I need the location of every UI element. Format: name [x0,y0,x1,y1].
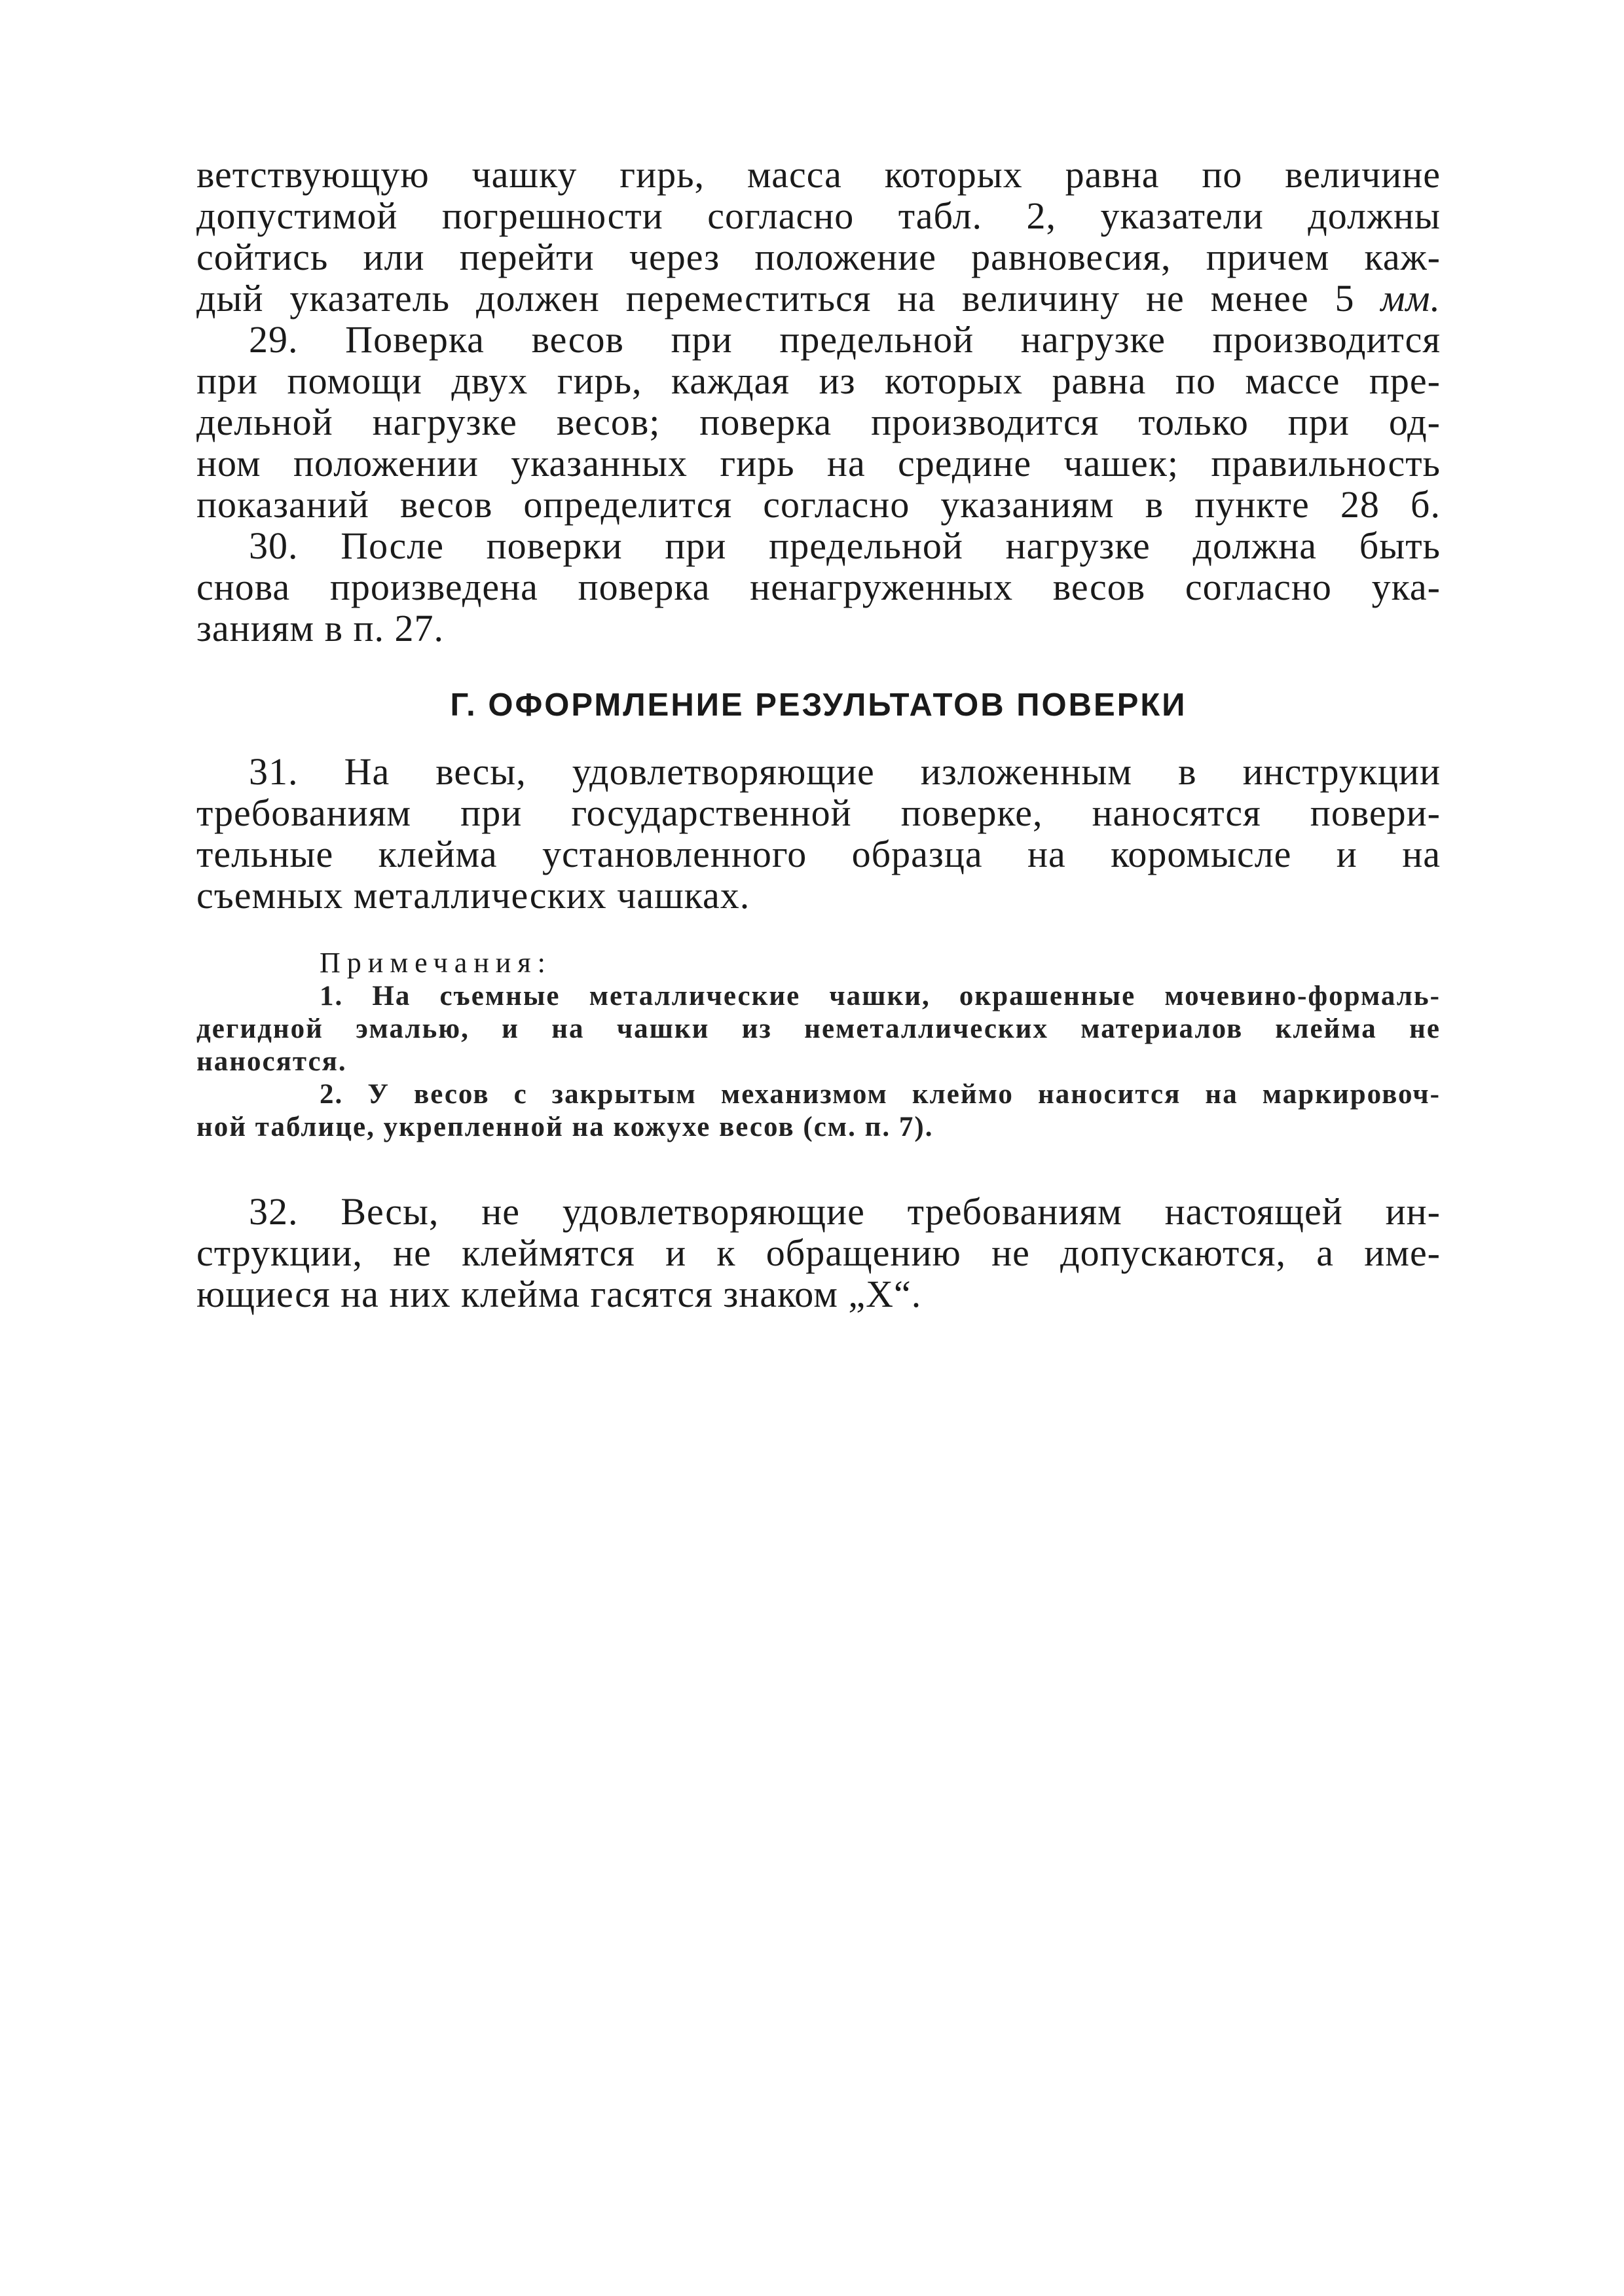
document-page [196,154,1441,1315]
text-line: 30. После поверки при предельной нагрузке должна быть [249,524,1441,567]
note-line: наносятся. [196,1046,347,1077]
paragraph-31 [196,751,1441,916]
text-line: 29. Поверка весов при предельной нагрузке производится [249,318,1441,361]
paragraph-29 [196,319,1441,525]
text-line: допустимой погрешности согласно табл. 2, указатели должны [196,194,1441,237]
note-line: ной таблице, укрепленной на кожухе весов (см. п. 7). [196,1112,934,1142]
note-line: дегидной эмалью, и на чашки из неметаллических материалов клейма не [196,1013,1441,1044]
section-heading: Г. ОФОРМЛЕНИЕ РЕЗУЛЬТАТОВ ПОВЕРКИ [450,687,1187,723]
text-line: ветствующую чашку гирь, масса которых равна по величине [196,153,1441,196]
paragraph-32 [196,1191,1441,1315]
text-line: 31. На весы, удовлетворяющие изложенным в инструкции [249,750,1441,793]
text-line: ющиеся на них клейма гасятся знаком „X“. [196,1273,922,1315]
paragraph-30 [196,525,1441,649]
text-line [196,278,1441,319]
text-line: струкции, не клеймятся и к обращению не допускаются, а име- [196,1231,1441,1274]
notes-title: Примечания: [320,947,552,979]
text-line: 32. Весы, не удовлетворяющие требованиям настоящей ин- [249,1190,1441,1233]
text-line: требованиям при государственной поверке, наносятся повери- [196,792,1441,834]
text-line: при помощи двух гирь, каждая из которых равна по массе пре- [196,359,1441,402]
spacer [196,1144,1441,1191]
text-line: дельной нагрузке весов; поверка производится только при од- [196,401,1441,443]
text-fragment: дый указатель должен переместиться на величину не менее 5 [196,277,1355,319]
text-line: сойтись или перейти через положение равновесия, причем каж- [196,236,1441,278]
text-line: снова произведена поверка ненагруженных весов согласно ука- [196,566,1441,608]
text-line: тельные клейма установленного образца на коромысле и на [196,833,1441,875]
unit-text: мм. [1380,277,1441,319]
text-line: заниям в п. 27. [196,607,445,649]
notes-block [196,980,1441,1144]
text-line: ном положении указанных гирь на средине чашек; правильность [196,442,1441,484]
note-line: 1. На съемные металлические чашки, окрашенные мочевино-формаль- [320,981,1441,1011]
text-line: показаний весов определится согласно указаниям в пункте 28 б. [196,483,1441,526]
text-line: съемных металлических чашках. [196,874,750,917]
note-line: 2. У весов с закрытым механизмом клеймо наносится на маркировоч- [320,1079,1441,1110]
paragraph-continuation [196,154,1441,319]
